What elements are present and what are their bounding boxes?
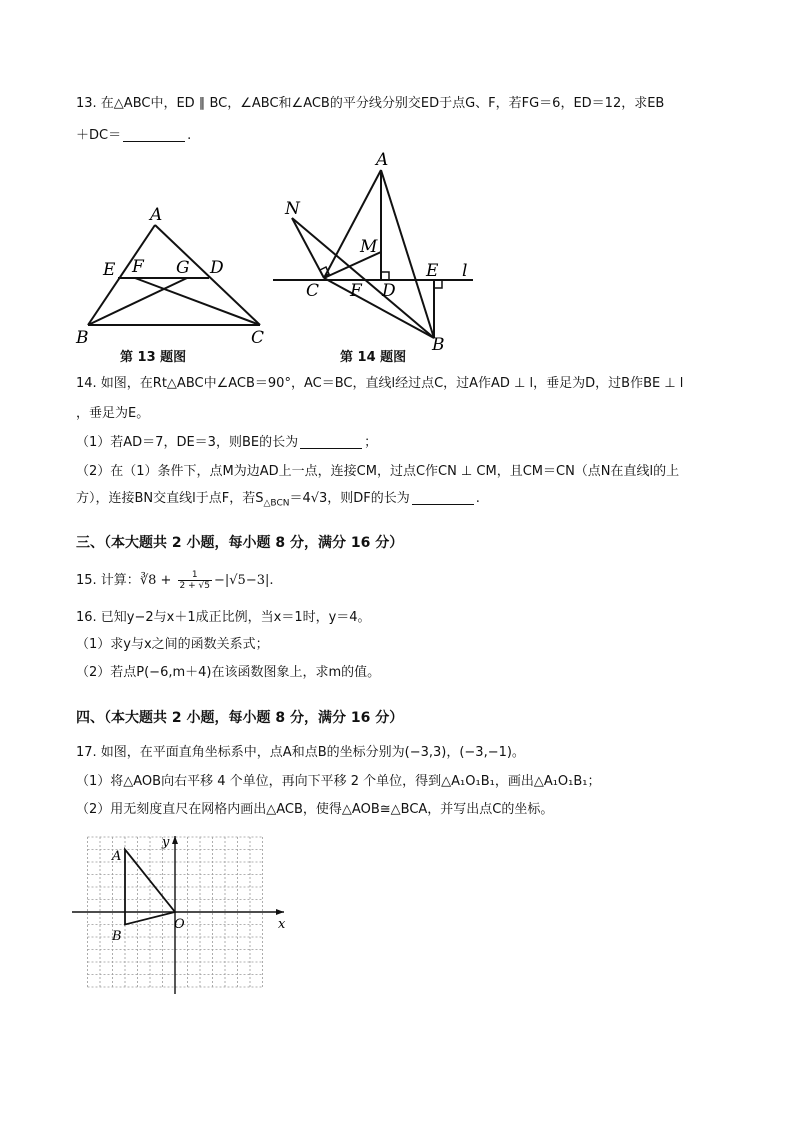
q13-answer-blank[interactable]: [123, 127, 185, 142]
segment-NB: [292, 218, 434, 338]
label-x: x: [278, 917, 286, 932]
q17-part2: （2）用无刻度直尺在网格内画出△ACB，使得△AOB≅△BCA，并写出点C的坐标。: [76, 802, 554, 817]
q15-plus: +: [156, 573, 176, 588]
q14-part2-answer-blank[interactable]: [412, 490, 474, 505]
q15-text: [76, 568, 274, 594]
figure-14-caption: 第 14 题图: [340, 350, 407, 365]
segment-AC: [324, 170, 381, 278]
q15-cube-root: ∛8: [139, 573, 157, 588]
q13-text-line2: [76, 126, 191, 146]
label-E: E: [426, 261, 439, 281]
label-F: F: [350, 281, 362, 301]
label-C: C: [251, 328, 265, 348]
label-D: D: [210, 258, 224, 278]
q14-part2-mid: ＝4√3，则DF的长为: [289, 491, 410, 506]
q13-suffix: .: [187, 128, 192, 143]
q14-text-line1: 14. 如图，在Rt△ABC中∠ACB＝90°，AC＝BC，直线l经过点C，过A作AD ⊥ l，垂足为D，过B作BE ⊥ l: [76, 376, 684, 391]
segment-CF: [135, 278, 260, 325]
label-A: A: [112, 849, 122, 864]
section-4-heading: 四、（本大题共 2 小题，每小题 8 分，满分 16 分）: [76, 710, 404, 726]
q17-part1: （1）将△AOB向右平移 4 个单位，再向下平移 2 个单位，得到△A₁O₁B₁，画出△A₁O₁B₁；: [76, 774, 601, 789]
figure-14: [268, 148, 488, 353]
label-B: B: [112, 929, 122, 944]
q14-part1-answer-blank[interactable]: [300, 434, 362, 449]
label-A: A: [376, 150, 389, 170]
label-E: E: [103, 260, 116, 280]
figure-13-caption: 第 13 题图: [120, 350, 187, 365]
q16-part1: （1）求y与x之间的函数关系式；: [76, 637, 269, 652]
section-3-heading: 三、（本大题共 2 小题，每小题 8 分，满分 16 分）: [76, 535, 404, 551]
q14-part1-suffix: ；: [364, 435, 378, 450]
q14-part1: [76, 433, 377, 453]
q14-part2-subscript: △BCN: [263, 498, 290, 509]
q14-part2-line1: （2）在（1）条件下，点M为边AD上一点，连接CM，过点C作CN ⊥ CM，且CM＝CN（点N在直线l的上: [76, 464, 680, 479]
x-axis-arrow-icon: [276, 909, 284, 915]
label-D: D: [382, 281, 396, 301]
q14-part2-suffix: .: [475, 491, 480, 506]
right-angle-D: [381, 272, 389, 280]
q15-prefix: 15. 计算：: [76, 573, 140, 588]
q15-fraction-numerator: 1: [178, 570, 212, 581]
q14-part1-prefix: （1）若AD＝7，DE＝3，则BE的长为: [76, 435, 299, 450]
label-l: l: [462, 261, 468, 281]
segment-AC: [155, 225, 260, 325]
q15-fraction: [178, 570, 212, 591]
label-F: F: [132, 257, 144, 277]
label-B: B: [76, 328, 89, 348]
q15-tail: −|√5−3|.: [214, 573, 274, 588]
label-y: y: [162, 835, 170, 850]
q15-fraction-denominator: 2 + √5: [179, 581, 210, 591]
q16-part2: （2）若点P(−6,m＋4)在该函数图象上，求m的值。: [76, 665, 381, 680]
q13-prefix: ＋DC＝: [76, 128, 122, 143]
label-B: B: [432, 335, 445, 353]
q14-part2-line2: [76, 489, 480, 514]
q14-part2-prefix: 方），连接BN交直线l于点F，若S: [76, 491, 264, 506]
label-C: C: [306, 281, 320, 301]
right-angle-E: [434, 280, 442, 288]
label-N: N: [285, 199, 300, 219]
label-O: O: [174, 917, 185, 932]
q16-text-line1: 16. 已知y−2与x＋1成正比例，当x＝1时，y＝4。: [76, 610, 371, 625]
segment-NC: [292, 218, 324, 278]
figure-13: [70, 200, 280, 350]
figure-17-coordinate-grid: [70, 830, 300, 1000]
q17-text-line1: 17. 如图，在平面直角坐标系中，点A和点B的坐标分别为(−3,3)，(−3,−1)。: [76, 745, 525, 760]
label-M: M: [360, 237, 378, 257]
label-A: A: [150, 205, 163, 225]
label-G: G: [176, 258, 190, 278]
q13-text-line1: 13. 在△ABC中，ED ∥ BC，∠ABC和∠ACB的平分线分别交ED于点G、F，若FG＝6，ED＝12，求EB: [76, 96, 665, 111]
q14-text-line2: ，垂足为E。: [76, 406, 150, 421]
